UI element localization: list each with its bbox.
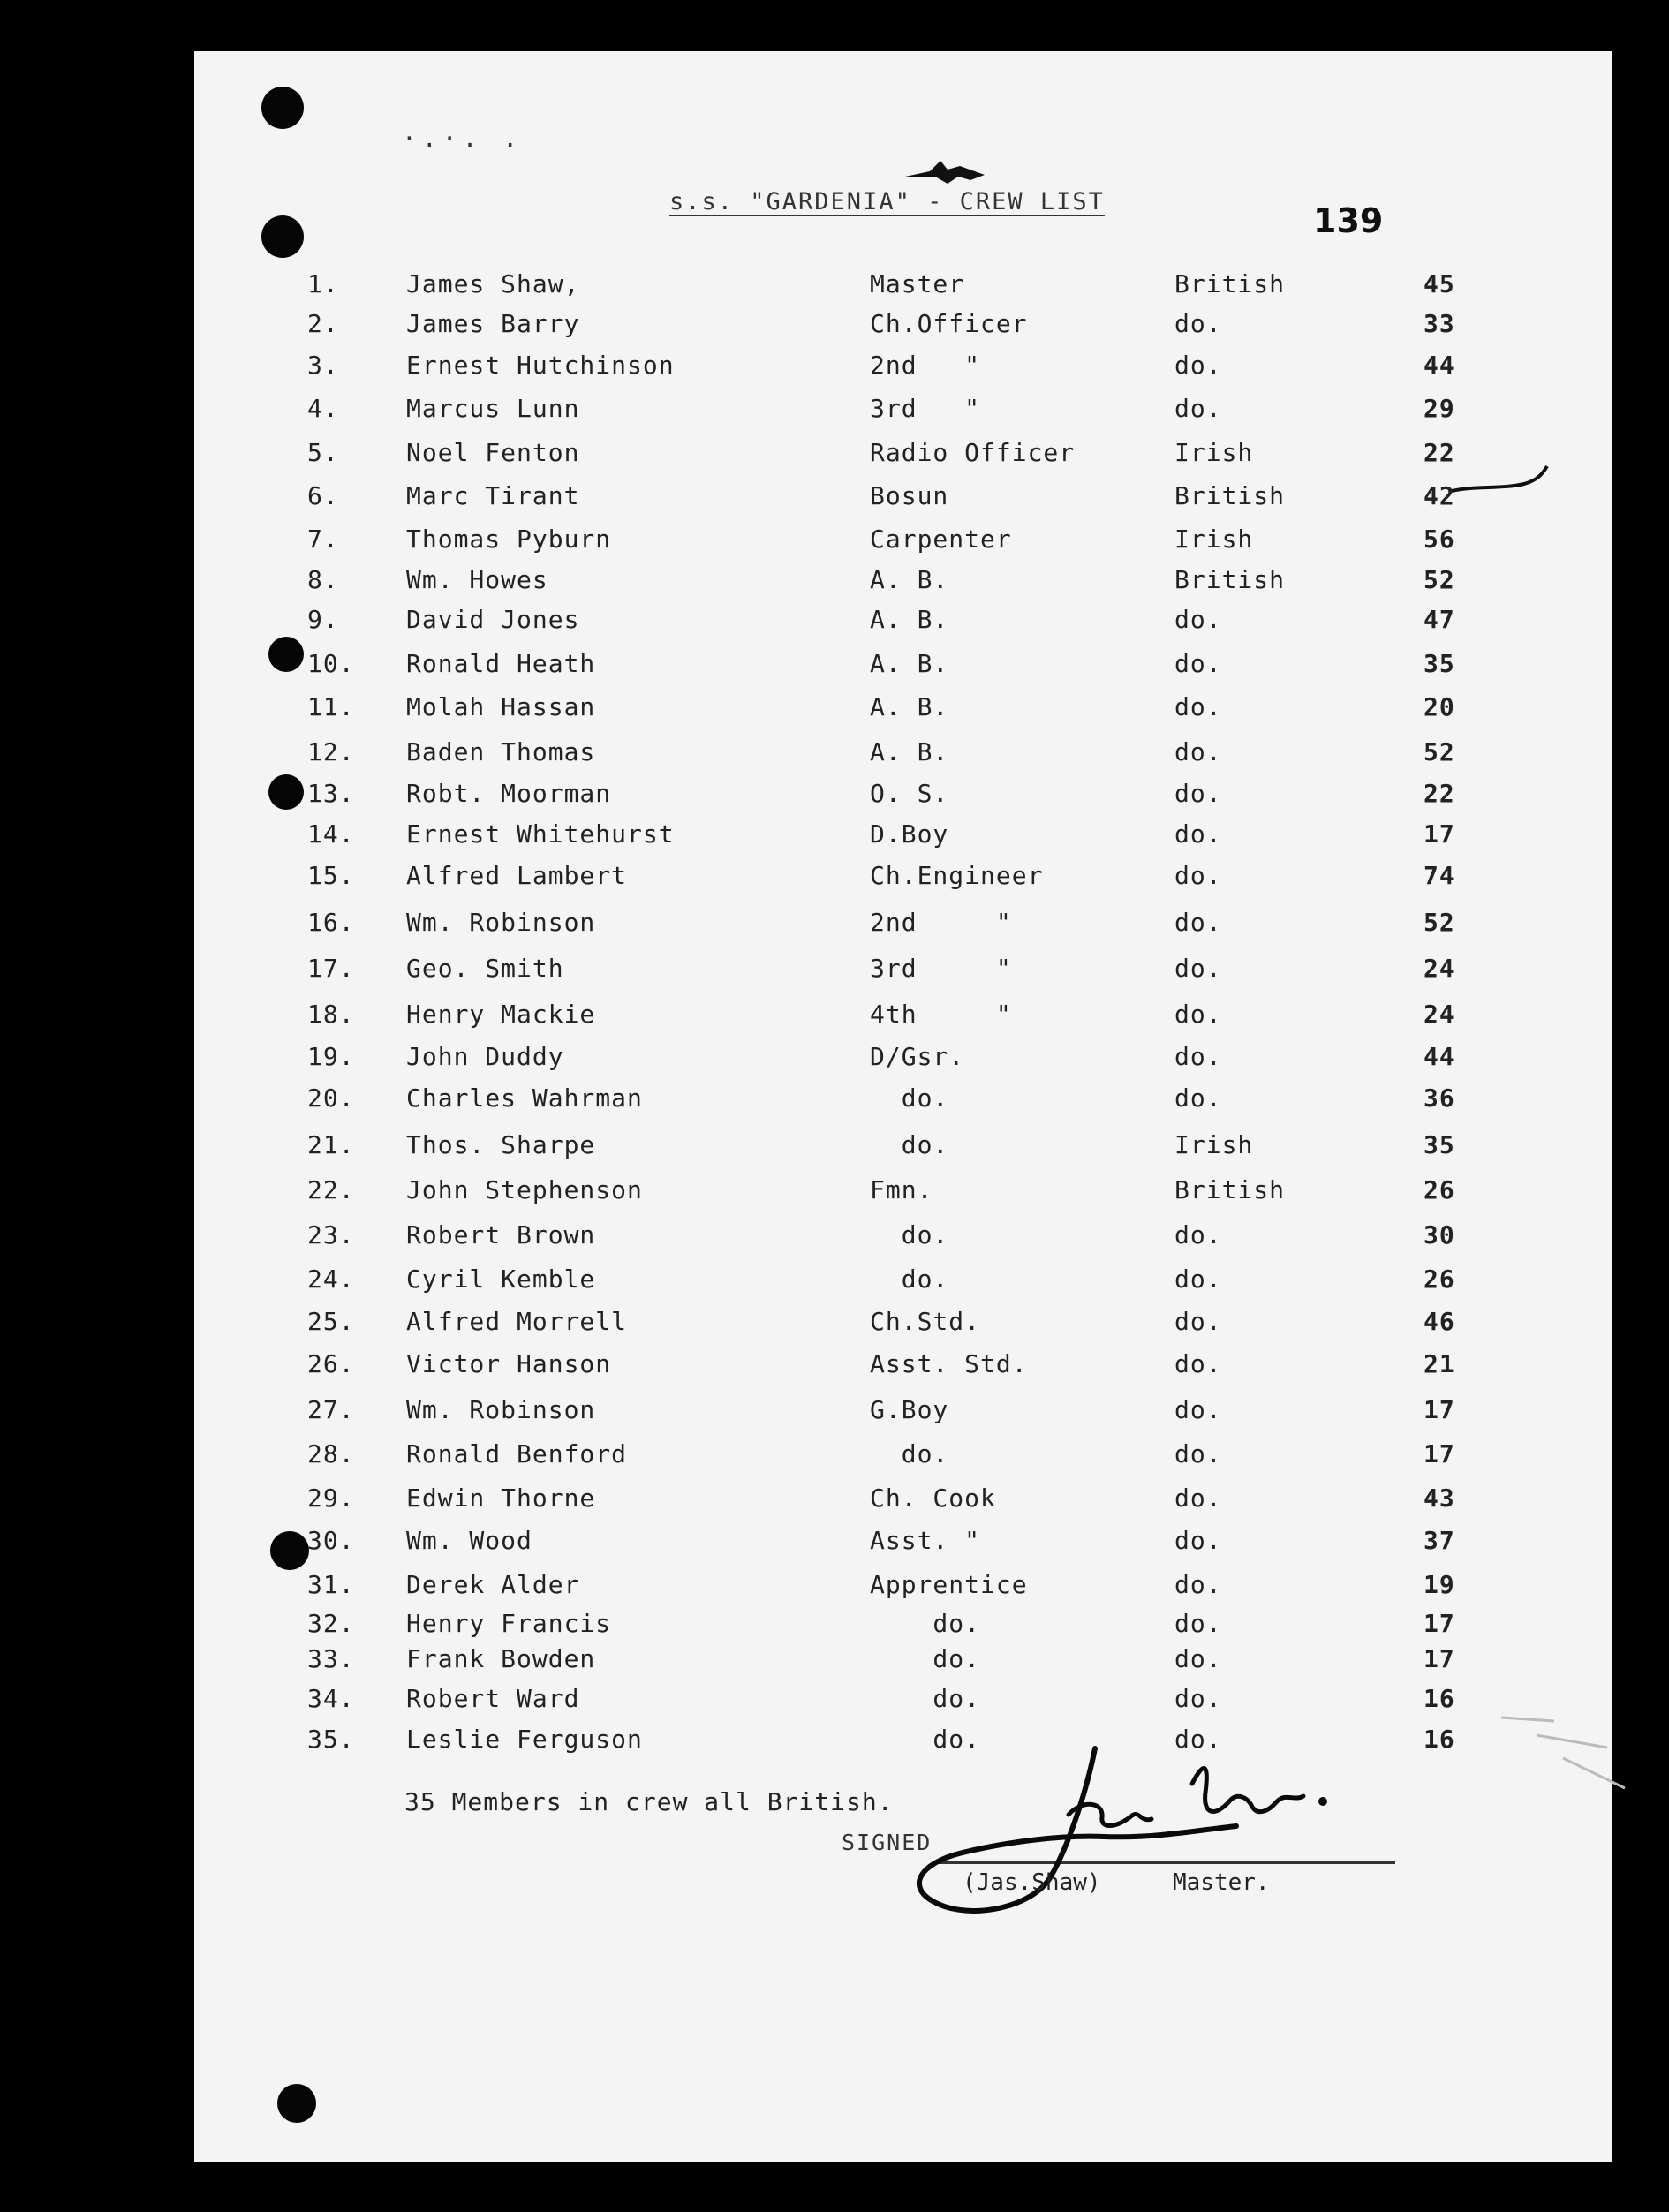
crew-age: 42 [1424, 481, 1455, 510]
crew-name: Robt. Moorman [406, 779, 612, 808]
crew-rank: A. B. [870, 649, 949, 678]
crew-number: 4. [307, 394, 339, 423]
crew-row [0, 1000, 1669, 1035]
crew-name: Noel Fenton [406, 438, 580, 467]
crew-row [0, 1220, 1669, 1256]
signer-title: Master. [1173, 1869, 1270, 1896]
crew-rank: 3rd " [870, 954, 1012, 983]
crew-nationality: do. [1174, 605, 1222, 634]
crew-nationality: do. [1174, 908, 1222, 937]
crew-nationality: do. [1174, 394, 1222, 423]
header-marks: ·.·. . [402, 124, 524, 153]
punch-hole [277, 2084, 316, 2123]
crew-age: 17 [1424, 1395, 1455, 1424]
crew-number: 24. [307, 1265, 355, 1294]
crew-age: 36 [1424, 1083, 1455, 1113]
crew-name: Ernest Hutchinson [406, 351, 675, 380]
crew-nationality: do. [1174, 1644, 1222, 1673]
crew-age: 52 [1424, 737, 1455, 766]
crew-row [0, 1395, 1669, 1431]
crew-row [0, 779, 1669, 814]
crew-age: 30 [1424, 1220, 1455, 1249]
crew-rank: do. [870, 1439, 949, 1468]
crew-nationality: do. [1174, 861, 1222, 890]
crew-rank: 4th " [870, 1000, 1012, 1029]
crew-age: 19 [1424, 1570, 1455, 1599]
crew-row [0, 1609, 1669, 1644]
crew-age: 44 [1424, 1042, 1455, 1071]
crew-nationality: do. [1174, 1349, 1222, 1378]
crew-age: 29 [1424, 394, 1455, 423]
crew-row [0, 1725, 1669, 1760]
crew-nationality: do. [1174, 309, 1222, 338]
crew-age: 44 [1424, 351, 1455, 380]
crew-age: 74 [1424, 861, 1455, 890]
crew-nationality: do. [1174, 779, 1222, 808]
crew-age: 24 [1424, 954, 1455, 983]
punch-hole [261, 215, 304, 258]
crew-row [0, 1439, 1669, 1475]
crew-number: 29. [307, 1483, 355, 1513]
crew-nationality: do. [1174, 1265, 1222, 1294]
crew-age: 24 [1424, 1000, 1455, 1029]
crew-number: 32. [307, 1609, 355, 1638]
crew-row [0, 954, 1669, 989]
crew-number: 11. [307, 692, 355, 721]
crew-rank: do. [870, 1130, 949, 1159]
crew-age: 43 [1424, 1483, 1455, 1513]
crew-nationality: British [1174, 565, 1286, 594]
crew-row [0, 1349, 1669, 1385]
crew-number: 14. [307, 819, 355, 849]
crew-row [0, 649, 1669, 684]
crew-rank: 2nd " [870, 351, 981, 380]
crew-name: Wm. Robinson [406, 908, 596, 937]
crew-rank: A. B. [870, 692, 949, 721]
crew-nationality: Irish [1174, 438, 1254, 467]
ink-blot-icon [896, 157, 993, 193]
crew-age: 20 [1424, 692, 1455, 721]
crew-number: 15. [307, 861, 355, 890]
crew-age: 33 [1424, 309, 1455, 338]
crew-number: 3. [307, 351, 339, 380]
crew-name: Victor Hanson [406, 1349, 612, 1378]
crew-nationality: do. [1174, 1220, 1222, 1249]
crew-name: Ronald Heath [406, 649, 596, 678]
crew-rank: Apprentice [870, 1570, 1028, 1599]
crew-name: Henry Mackie [406, 1000, 596, 1029]
crew-nationality: Irish [1174, 1130, 1254, 1159]
crew-name: James Shaw, [406, 269, 580, 298]
crew-rank: do. [870, 1220, 949, 1249]
crew-rank: Fmn. [870, 1175, 933, 1204]
crew-age: 17 [1424, 819, 1455, 849]
crew-age: 35 [1424, 1130, 1455, 1159]
crew-age: 47 [1424, 605, 1455, 634]
crew-row [0, 737, 1669, 773]
crew-row [0, 692, 1669, 728]
crew-row [0, 481, 1669, 517]
crew-nationality: do. [1174, 649, 1222, 678]
crew-age: 22 [1424, 438, 1455, 467]
crew-nationality: do. [1174, 1526, 1222, 1555]
page-number: 139 [1313, 201, 1384, 240]
crew-rank: do. [870, 1684, 981, 1713]
crew-nationality: do. [1174, 1725, 1222, 1754]
crew-row [0, 1265, 1669, 1300]
signed-label: SIGNED [842, 1830, 933, 1855]
crew-row [0, 1083, 1669, 1119]
crew-number: 9. [307, 605, 339, 634]
crew-age: 52 [1424, 908, 1455, 937]
crew-nationality: do. [1174, 1000, 1222, 1029]
signer-name: (Jas.Shaw) [963, 1869, 1101, 1896]
handwritten-signature [901, 1731, 1360, 1934]
crew-name: Ronald Benford [406, 1439, 628, 1468]
crew-row [0, 394, 1669, 429]
crew-name: Charles Wahrman [406, 1083, 643, 1113]
crew-rank: G.Boy [870, 1395, 949, 1424]
crew-rank: 2nd " [870, 908, 1012, 937]
crew-row [0, 819, 1669, 855]
crew-name: James Barry [406, 309, 580, 338]
crew-row [0, 565, 1669, 600]
crew-number: 27. [307, 1395, 355, 1424]
pen-scribble-icon [1448, 459, 1554, 503]
crew-age: 21 [1424, 1349, 1455, 1378]
crew-row [0, 605, 1669, 640]
crew-name: Henry Francis [406, 1609, 612, 1638]
crew-name: Baden Thomas [406, 737, 596, 766]
crew-number: 25. [307, 1307, 355, 1336]
crew-number: 31. [307, 1570, 355, 1599]
crew-rank: Ch.Std. [870, 1307, 981, 1336]
crew-rank: Ch. Cook [870, 1483, 996, 1513]
crew-number: 13. [307, 779, 355, 808]
crew-rank: Bosun [870, 481, 949, 510]
paper-scratch-icon [1501, 1709, 1634, 1815]
crew-number: 22. [307, 1175, 355, 1204]
crew-name: Robert Ward [406, 1684, 580, 1713]
crew-rank: A. B. [870, 565, 949, 594]
crew-row [0, 861, 1669, 896]
crew-nationality: do. [1174, 1307, 1222, 1336]
crew-rank: Master [870, 269, 965, 298]
crew-age: 16 [1424, 1684, 1455, 1713]
crew-rank: A. B. [870, 605, 949, 634]
crew-age: 35 [1424, 649, 1455, 678]
crew-name: Alfred Morrell [406, 1307, 628, 1336]
crew-nationality: do. [1174, 1570, 1222, 1599]
crew-nationality: do. [1174, 954, 1222, 983]
crew-name: Leslie Ferguson [406, 1725, 643, 1754]
crew-rank: Ch.Engineer [870, 861, 1044, 890]
crew-nationality: do. [1174, 351, 1222, 380]
crew-number: 35. [307, 1725, 355, 1754]
crew-name: Molah Hassan [406, 692, 596, 721]
crew-rank: do. [870, 1609, 981, 1638]
crew-name: David Jones [406, 605, 580, 634]
crew-number: 30. [307, 1526, 355, 1555]
crew-summary: 35 Members in crew all British. [404, 1787, 894, 1816]
crew-number: 34. [307, 1684, 355, 1713]
crew-number: 1. [307, 269, 339, 298]
crew-number: 16. [307, 908, 355, 937]
crew-row [0, 1526, 1669, 1561]
crew-row [0, 438, 1669, 473]
crew-row [0, 1307, 1669, 1342]
crew-row [0, 309, 1669, 344]
crew-row [0, 525, 1669, 560]
crew-nationality: British [1174, 1175, 1286, 1204]
crew-name: Marcus Lunn [406, 394, 580, 423]
crew-name: Wm. Wood [406, 1526, 532, 1555]
crew-number: 17. [307, 954, 355, 983]
crew-number: 28. [307, 1439, 355, 1468]
crew-age: 45 [1424, 269, 1455, 298]
crew-name: Geo. Smith [406, 954, 564, 983]
crew-rank: Asst. " [870, 1526, 981, 1555]
crew-nationality: do. [1174, 1609, 1222, 1638]
crew-rank: do. [870, 1083, 949, 1113]
crew-name: Alfred Lambert [406, 861, 628, 890]
crew-age: 26 [1424, 1175, 1455, 1204]
crew-row [0, 1644, 1669, 1680]
crew-row [0, 1175, 1669, 1211]
crew-name: Ernest Whitehurst [406, 819, 675, 849]
crew-rank: Carpenter [870, 525, 1012, 554]
crew-rank: do. [870, 1725, 981, 1754]
crew-row [0, 1130, 1669, 1166]
crew-nationality: British [1174, 481, 1286, 510]
crew-nationality: do. [1174, 1042, 1222, 1071]
crew-age: 17 [1424, 1439, 1455, 1468]
crew-name: Wm. Howes [406, 565, 548, 594]
crew-age: 46 [1424, 1307, 1455, 1336]
crew-age: 56 [1424, 525, 1455, 554]
crew-rank: do. [870, 1265, 949, 1294]
crew-nationality: British [1174, 269, 1286, 298]
crew-name: Robert Brown [406, 1220, 596, 1249]
crew-nationality: do. [1174, 737, 1222, 766]
crew-name: Thomas Pyburn [406, 525, 612, 554]
crew-nationality: do. [1174, 1395, 1222, 1424]
crew-row [0, 908, 1669, 943]
crew-rank: do. [870, 1644, 981, 1673]
crew-name: Edwin Thorne [406, 1483, 596, 1513]
crew-name: Cyril Kemble [406, 1265, 596, 1294]
crew-row [0, 351, 1669, 386]
crew-nationality: do. [1174, 1439, 1222, 1468]
crew-rank: Radio Officer [870, 438, 1076, 467]
crew-rank: O. S. [870, 779, 949, 808]
crew-name: Thos. Sharpe [406, 1130, 596, 1159]
crew-number: 8. [307, 565, 339, 594]
crew-number: 5. [307, 438, 339, 467]
crew-name: John Duddy [406, 1042, 564, 1071]
crew-row [0, 1684, 1669, 1719]
crew-age: 52 [1424, 565, 1455, 594]
crew-age: 17 [1424, 1644, 1455, 1673]
punch-hole [261, 87, 304, 129]
crew-number: 2. [307, 309, 339, 338]
crew-number: 33. [307, 1644, 355, 1673]
crew-row [0, 1570, 1669, 1605]
crew-number: 6. [307, 481, 339, 510]
crew-number: 21. [307, 1130, 355, 1159]
crew-rank: 3rd " [870, 394, 981, 423]
crew-number: 20. [307, 1083, 355, 1113]
document-title: s.s. "GARDENIA" - CREW LIST [669, 188, 1105, 215]
crew-nationality: do. [1174, 1483, 1222, 1513]
crew-nationality: do. [1174, 1083, 1222, 1113]
crew-age: 37 [1424, 1526, 1455, 1555]
crew-name: Marc Tirant [406, 481, 580, 510]
crew-age: 22 [1424, 779, 1455, 808]
crew-number: 26. [307, 1349, 355, 1378]
crew-row [0, 1483, 1669, 1519]
crew-nationality: do. [1174, 692, 1222, 721]
crew-number: 18. [307, 1000, 355, 1029]
crew-number: 10. [307, 649, 355, 678]
crew-rank: D/Gsr. [870, 1042, 965, 1071]
crew-name: Frank Bowden [406, 1644, 596, 1673]
crew-number: 23. [307, 1220, 355, 1249]
crew-name: Wm. Robinson [406, 1395, 596, 1424]
crew-name: Derek Alder [406, 1570, 580, 1599]
crew-rank: Asst. Std. [870, 1349, 1028, 1378]
crew-rank: D.Boy [870, 819, 949, 849]
crew-age: 17 [1424, 1609, 1455, 1638]
crew-age: 26 [1424, 1265, 1455, 1294]
crew-nationality: Irish [1174, 525, 1254, 554]
crew-rank: Ch.Officer [870, 309, 1028, 338]
crew-nationality: do. [1174, 1684, 1222, 1713]
crew-number: 7. [307, 525, 339, 554]
crew-name: John Stephenson [406, 1175, 643, 1204]
crew-number: 19. [307, 1042, 355, 1071]
crew-rank: A. B. [870, 737, 949, 766]
crew-row [0, 269, 1669, 305]
crew-number: 12. [307, 737, 355, 766]
crew-age: 16 [1424, 1725, 1455, 1754]
crew-row [0, 1042, 1669, 1077]
crew-nationality: do. [1174, 819, 1222, 849]
